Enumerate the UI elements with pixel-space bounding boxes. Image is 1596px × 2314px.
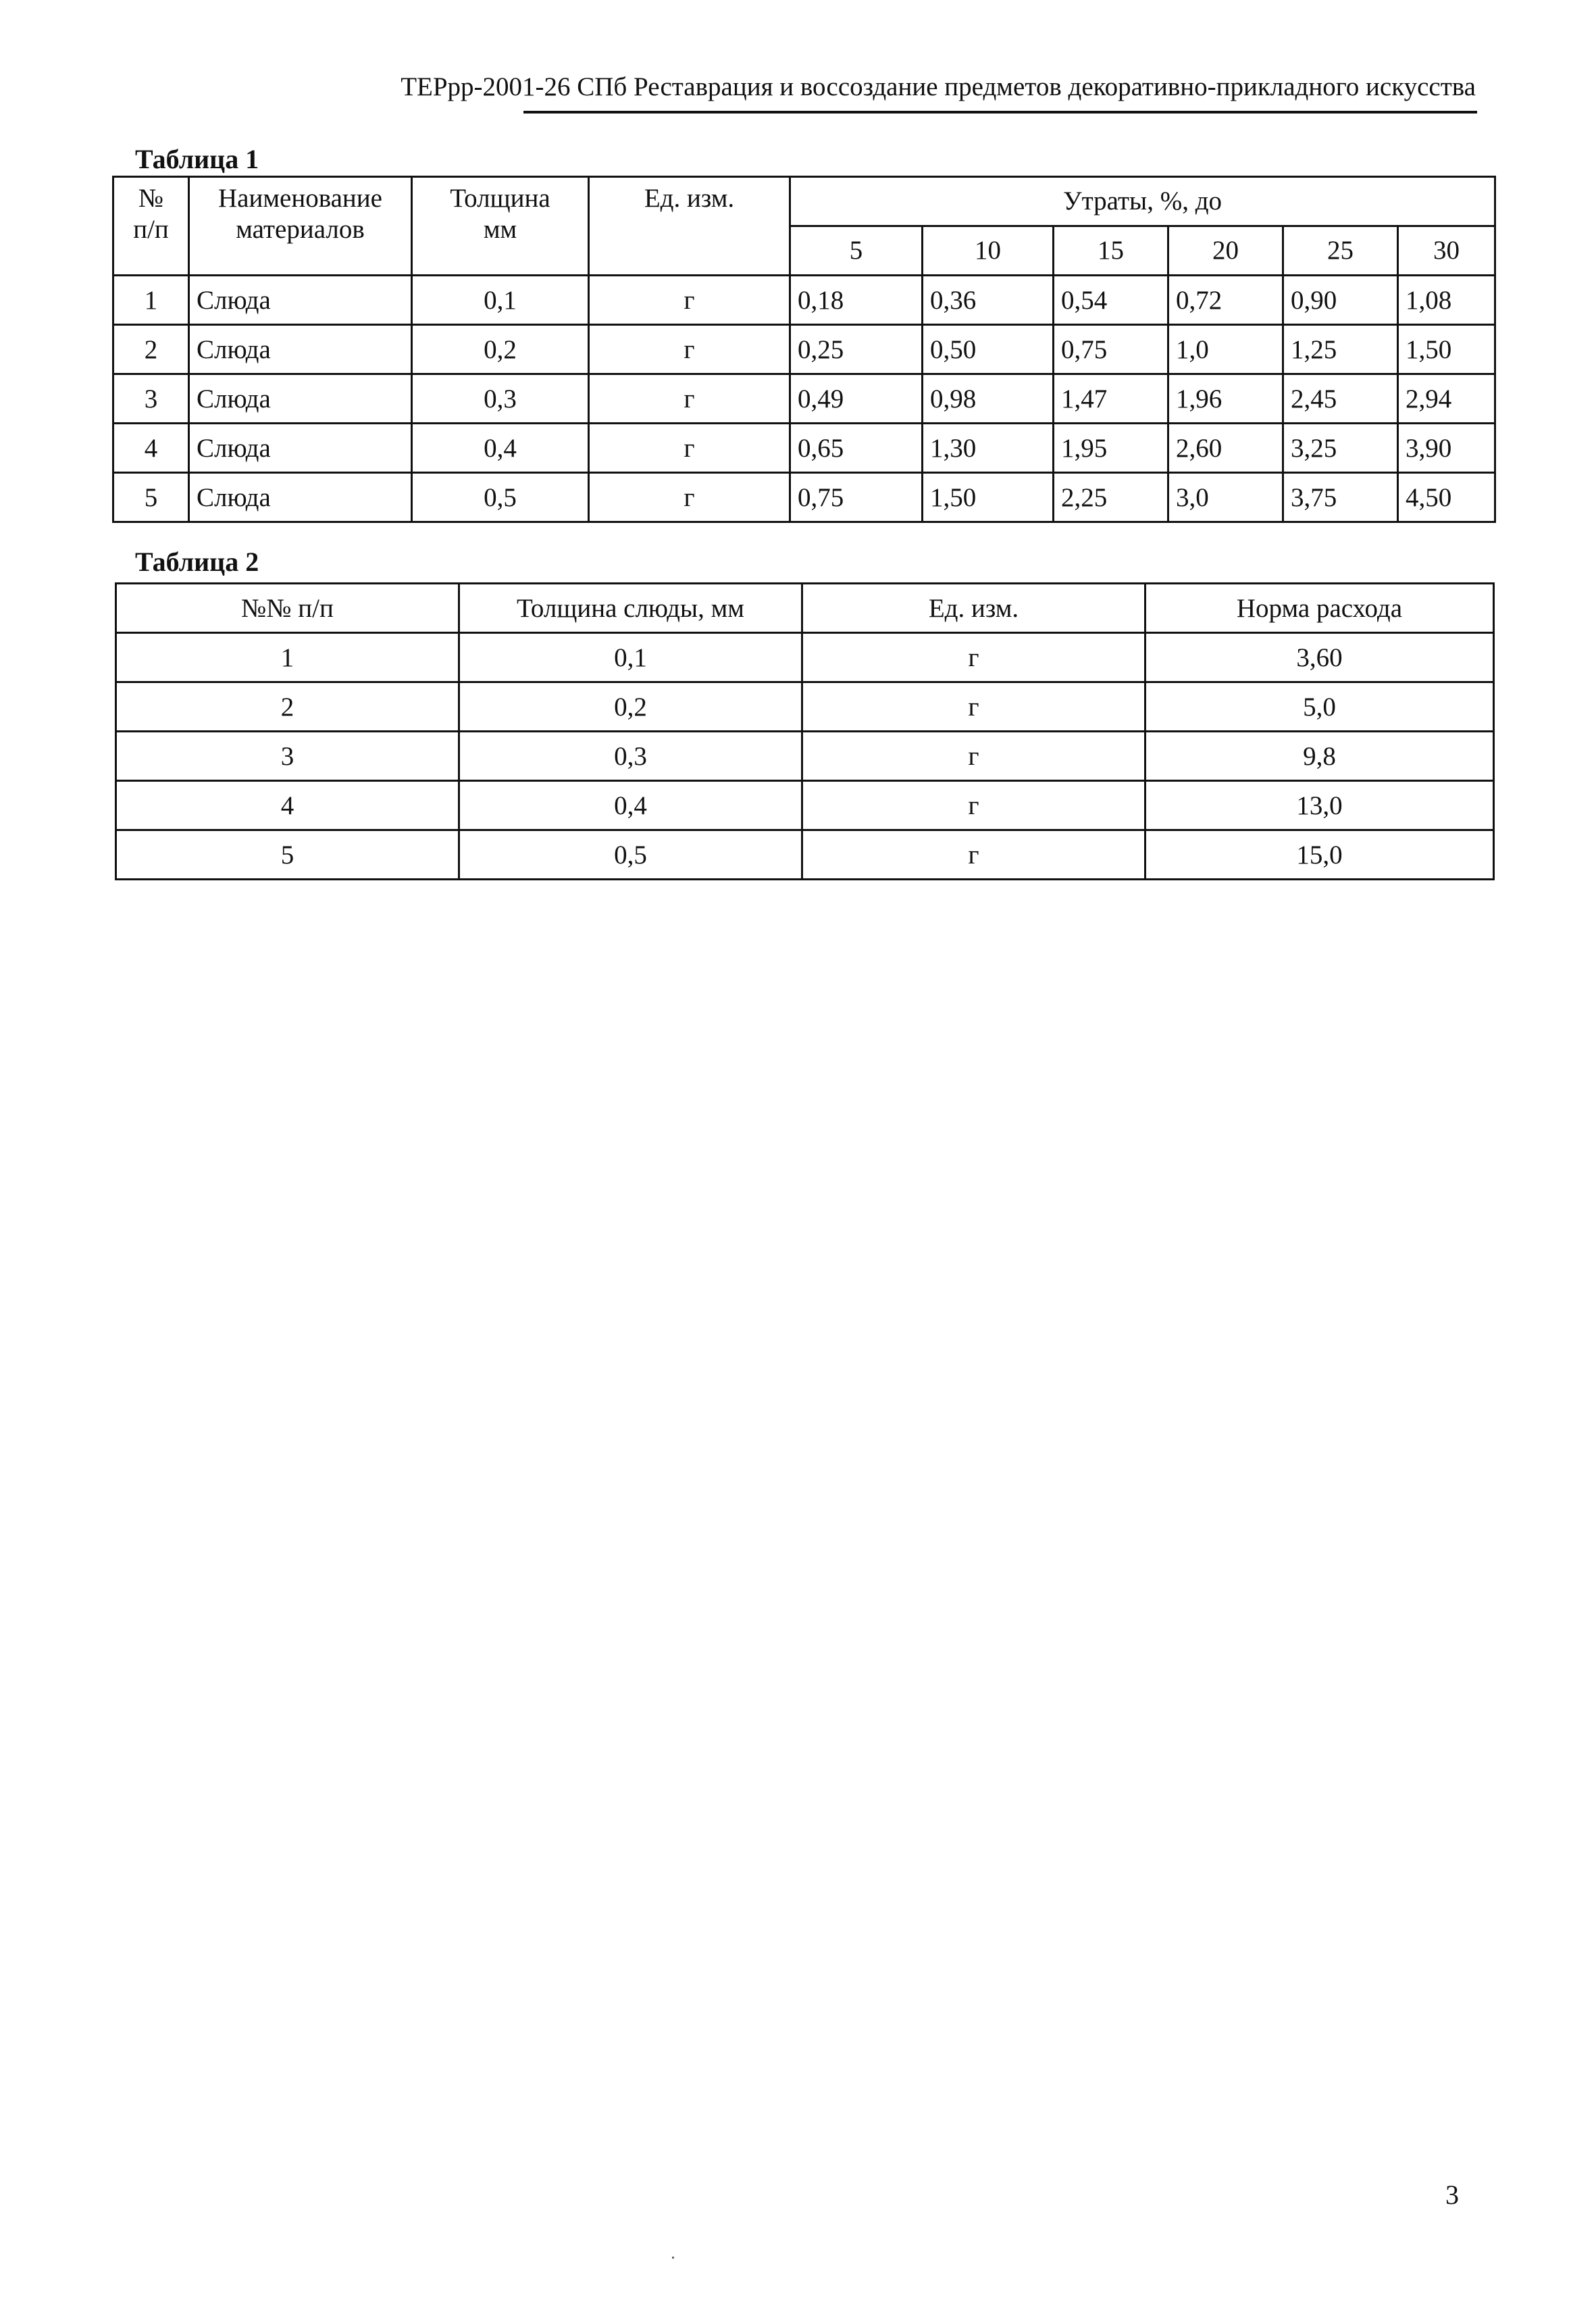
table1-cell-name: Слюда bbox=[189, 276, 412, 325]
table1-header-num-line1: № bbox=[138, 184, 164, 213]
table2-cell-thickness: 0,2 bbox=[459, 682, 802, 732]
table-row bbox=[116, 781, 1494, 830]
table2-header-norm: Норма расхода bbox=[1145, 584, 1494, 633]
table1-cell-value: 0,18 bbox=[790, 276, 923, 325]
table1-cell-value: 0,65 bbox=[790, 424, 923, 473]
table1-cell-num: 1 bbox=[113, 276, 189, 325]
table2-cell-num: 2 bbox=[116, 682, 459, 732]
table2-cell-unit: г bbox=[802, 830, 1145, 880]
table2-header-thickness: Толщина слюды, мм bbox=[459, 584, 802, 633]
table2-cell-norm: 13,0 bbox=[1145, 781, 1494, 830]
table1-cell-value: 0,98 bbox=[923, 374, 1054, 424]
table1-header-thickness-line1: Толщина bbox=[450, 184, 550, 213]
table1-header-thickness bbox=[412, 177, 589, 276]
table1-header-name-line1: Наименование bbox=[218, 184, 382, 213]
table1-cell-thickness: 0,1 bbox=[412, 276, 589, 325]
table2-cell-unit: г bbox=[802, 781, 1145, 830]
table2-cell-thickness: 0,1 bbox=[459, 633, 802, 682]
table-row bbox=[113, 473, 1495, 522]
table1-cell-unit: г bbox=[589, 276, 790, 325]
table2-cell-num: 1 bbox=[116, 633, 459, 682]
table2-header-row bbox=[116, 584, 1494, 633]
table1-header-row bbox=[113, 177, 1495, 226]
table-row bbox=[113, 424, 1495, 473]
table1-header-name-line2: материалов bbox=[236, 215, 365, 244]
table1-cell-thickness: 0,5 bbox=[412, 473, 589, 522]
table1-cell-value: 0,72 bbox=[1168, 276, 1283, 325]
table1-cell-value: 3,25 bbox=[1283, 424, 1398, 473]
table1-cell-num: 5 bbox=[113, 473, 189, 522]
table1-cell-value: 3,0 bbox=[1168, 473, 1283, 522]
table-row bbox=[113, 325, 1495, 374]
table1-cell-unit: г bbox=[589, 325, 790, 374]
table-row bbox=[116, 682, 1494, 732]
table1-cell-name: Слюда bbox=[189, 325, 412, 374]
table1-cell-thickness: 0,3 bbox=[412, 374, 589, 424]
table2-caption: Таблица 2 bbox=[135, 547, 259, 577]
table1-loss-level: 15 bbox=[1054, 226, 1168, 276]
table2-cell-thickness: 0,4 bbox=[459, 781, 802, 830]
table1-cell-value: 2,60 bbox=[1168, 424, 1283, 473]
table1-cell-value: 1,25 bbox=[1283, 325, 1398, 374]
table1-cell-name: Слюда bbox=[189, 424, 412, 473]
table1-cell-value: 0,54 bbox=[1054, 276, 1168, 325]
table1-header-name bbox=[189, 177, 412, 276]
table1-cell-value: 3,75 bbox=[1283, 473, 1398, 522]
table1-cell-value: 1,50 bbox=[923, 473, 1054, 522]
table1-cell-value: 0,25 bbox=[790, 325, 923, 374]
page-header-title: ТЕРрр-2001-26 СПб Реставрация и воссоздание предметов декоративно-прикладного искусства bbox=[401, 72, 1476, 101]
table1-cell-value: 2,25 bbox=[1054, 473, 1168, 522]
table2-cell-unit: г bbox=[802, 732, 1145, 781]
table1-cell-thickness: 0,2 bbox=[412, 325, 589, 374]
table2-header-unit: Ед. изм. bbox=[802, 584, 1145, 633]
table2-cell-thickness: 0,3 bbox=[459, 732, 802, 781]
table1-cell-value: 1,0 bbox=[1168, 325, 1283, 374]
table-row bbox=[116, 732, 1494, 781]
table1-header-unit: Ед. изм. bbox=[589, 177, 790, 276]
table-row bbox=[116, 633, 1494, 682]
table1-cell-unit: г bbox=[589, 473, 790, 522]
table1-cell-value: 0,36 bbox=[923, 276, 1054, 325]
table1-header-thickness-line2: мм bbox=[483, 215, 517, 244]
table1-loss-level: 20 bbox=[1168, 226, 1283, 276]
table1-cell-value: 2,94 bbox=[1398, 374, 1495, 424]
table-row bbox=[113, 374, 1495, 424]
table1-cell-num: 2 bbox=[113, 325, 189, 374]
table1-cell-value: 0,75 bbox=[1054, 325, 1168, 374]
table2-cell-norm: 3,60 bbox=[1145, 633, 1494, 682]
page-number: 3 bbox=[1445, 2180, 1459, 2210]
table1-cell-value: 0,50 bbox=[923, 325, 1054, 374]
table2-cell-norm: 5,0 bbox=[1145, 682, 1494, 732]
table2-cell-unit: г bbox=[802, 633, 1145, 682]
table2-cell-num: 4 bbox=[116, 781, 459, 830]
table1-cell-value: 0,90 bbox=[1283, 276, 1398, 325]
table1-cell-unit: г bbox=[589, 424, 790, 473]
table2-cell-num: 5 bbox=[116, 830, 459, 880]
table2-cell-norm: 9,8 bbox=[1145, 732, 1494, 781]
scan-speck bbox=[672, 2257, 674, 2259]
table1-cell-unit: г bbox=[589, 374, 790, 424]
table1-caption: Таблица 1 bbox=[135, 144, 259, 174]
table1-cell-thickness: 0,4 bbox=[412, 424, 589, 473]
table1-cell-value: 2,45 bbox=[1283, 374, 1398, 424]
table1-cell-num: 4 bbox=[113, 424, 189, 473]
table1-cell-value: 0,75 bbox=[790, 473, 923, 522]
table-row bbox=[113, 276, 1495, 325]
table1-cell-value: 4,50 bbox=[1398, 473, 1495, 522]
table1-cell-value: 1,47 bbox=[1054, 374, 1168, 424]
table1-loss-level: 25 bbox=[1283, 226, 1398, 276]
table1-loss-level: 10 bbox=[923, 226, 1054, 276]
table1-cell-value: 3,90 bbox=[1398, 424, 1495, 473]
table1-header-losses: Утраты, %, до bbox=[790, 177, 1495, 226]
table2-cell-num: 3 bbox=[116, 732, 459, 781]
table2 bbox=[115, 582, 1495, 880]
table1-cell-name: Слюда bbox=[189, 374, 412, 424]
table-row bbox=[116, 830, 1494, 880]
header-rule bbox=[523, 111, 1477, 114]
table1-cell-value: 0,49 bbox=[790, 374, 923, 424]
table1-cell-name: Слюда bbox=[189, 473, 412, 522]
table2-cell-norm: 15,0 bbox=[1145, 830, 1494, 880]
table2-cell-thickness: 0,5 bbox=[459, 830, 802, 880]
table1-loss-level: 30 bbox=[1398, 226, 1495, 276]
table1 bbox=[112, 176, 1496, 523]
table1-cell-num: 3 bbox=[113, 374, 189, 424]
table1-cell-value: 1,08 bbox=[1398, 276, 1495, 325]
table1-cell-value: 1,30 bbox=[923, 424, 1054, 473]
table1-cell-value: 1,96 bbox=[1168, 374, 1283, 424]
table1-cell-value: 1,50 bbox=[1398, 325, 1495, 374]
table1-header-num-line2: п/п bbox=[133, 215, 169, 244]
table2-header-num: №№ п/п bbox=[116, 584, 459, 633]
table1-header-num bbox=[113, 177, 189, 276]
table1-loss-level: 5 bbox=[790, 226, 923, 276]
table2-cell-unit: г bbox=[802, 682, 1145, 732]
table1-cell-value: 1,95 bbox=[1054, 424, 1168, 473]
